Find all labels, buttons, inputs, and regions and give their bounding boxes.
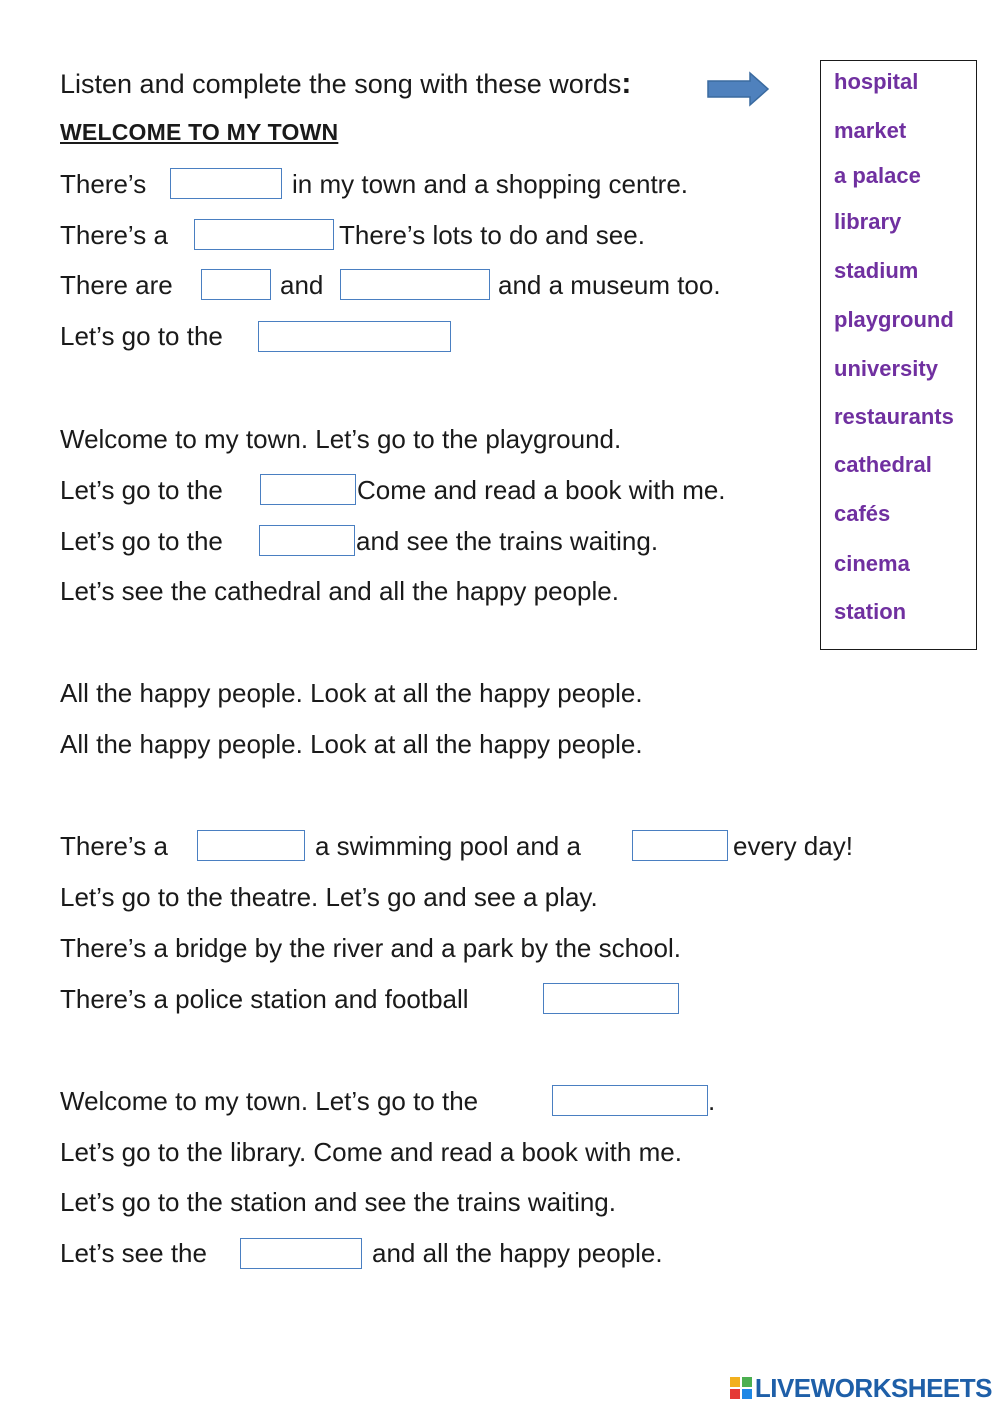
- answer-blank-11[interactable]: [552, 1085, 708, 1116]
- text: Welcome to my town. Let’s go to the: [60, 1086, 479, 1116]
- chorus2-line1: [60, 1081, 716, 1121]
- word-bank-item: market: [834, 118, 907, 143]
- text: Let’s go to the station and see the trains waiting.: [60, 1187, 616, 1217]
- chorus2-line2: [60, 1132, 682, 1172]
- word-bank-item: a palace: [834, 163, 921, 188]
- answer-blank-4[interactable]: [340, 269, 490, 300]
- chorus2-line4: [60, 1233, 663, 1273]
- text: Let’s see the cathedral and all the happy people.: [60, 576, 619, 606]
- chorus1-line4: [60, 571, 619, 611]
- verse1-line4: [60, 316, 223, 356]
- word-bank-item: cathedral: [834, 452, 932, 477]
- word-bank-item: library: [834, 209, 902, 234]
- word-bank-item: cafés: [834, 501, 891, 526]
- answer-blank-2[interactable]: [194, 219, 334, 250]
- text: There’s: [60, 169, 147, 199]
- verse1-line2: [60, 215, 645, 255]
- text: There’s a: [60, 220, 168, 250]
- text: and see the trains waiting.: [356, 526, 659, 556]
- text: in my town and a shopping centre.: [292, 169, 689, 199]
- text: and all the happy people.: [372, 1238, 663, 1268]
- word-bank-item: stadium: [834, 258, 919, 283]
- answer-blank-10[interactable]: [543, 983, 679, 1014]
- instructions-colon: :: [621, 67, 632, 100]
- verse2-line4: [60, 979, 469, 1019]
- liveworksheets-logo: [730, 1373, 992, 1403]
- answer-blank-7[interactable]: [259, 525, 355, 556]
- logo-text: LIVEWORKSHEETS: [754, 1372, 992, 1403]
- text: a swimming pool and a: [315, 831, 581, 861]
- verse2-line2: [60, 877, 598, 917]
- chorus2-line3: [60, 1182, 616, 1222]
- instructions: [60, 64, 631, 104]
- verse1-line1: [60, 164, 689, 204]
- chorus1-line3: [60, 521, 659, 561]
- text: Welcome to my town. Let’s go to the playground.: [60, 424, 622, 454]
- text: Come and read a book with me.: [357, 475, 726, 505]
- text: Let’s go to the: [60, 321, 223, 351]
- text: and a museum too.: [498, 270, 721, 300]
- text: All the happy people. Look at all the happy people.: [60, 678, 643, 708]
- text: There’s a bridge by the river and a park by the school.: [60, 933, 681, 963]
- text: Let’s go to the theatre. Let’s go and see a play.: [60, 882, 598, 912]
- text: Let’s go to the: [60, 526, 223, 556]
- word-bank: [820, 60, 977, 650]
- answer-blank-9[interactable]: [632, 830, 728, 861]
- answer-blank-5[interactable]: [258, 321, 451, 352]
- word-bank-item: cinema: [834, 551, 910, 576]
- text: There’s a: [60, 831, 168, 861]
- arrow-right-icon: [706, 70, 770, 108]
- text: Let’s go to the library. Come and read a book with me.: [60, 1137, 682, 1167]
- chorus1-line2: [60, 470, 726, 510]
- text: Let’s see the: [60, 1238, 207, 1268]
- answer-blank-6[interactable]: [260, 474, 356, 505]
- answer-blank-12[interactable]: [240, 1238, 362, 1269]
- text: .: [708, 1086, 716, 1116]
- text: All the happy people. Look at all the happy people.: [60, 729, 643, 759]
- bridge-line1: [60, 673, 643, 713]
- answer-blank-8[interactable]: [197, 830, 305, 861]
- word-bank-item: playground: [834, 307, 954, 332]
- text: Let’s go to the: [60, 475, 223, 505]
- text: and: [280, 270, 324, 300]
- answer-blank-3[interactable]: [201, 269, 271, 300]
- text: every day!: [733, 831, 853, 861]
- logo-icon: [730, 1377, 752, 1399]
- verse2-line1: [60, 826, 853, 866]
- chorus1-line1: [60, 419, 621, 459]
- word-bank-item: restaurants: [834, 404, 954, 429]
- word-bank-item: station: [834, 599, 907, 624]
- text: There’s lots to do and see.: [339, 220, 645, 250]
- word-bank-item: hospital: [834, 69, 919, 94]
- verse2-line3: [60, 928, 681, 968]
- song-title: WELCOME TO MY TOWN: [60, 119, 339, 145]
- text: There are: [60, 270, 173, 300]
- bridge-line2: [60, 724, 643, 764]
- text: There’s a police station and football: [60, 984, 469, 1014]
- answer-blank-1[interactable]: [170, 168, 282, 199]
- verse1-line3: [60, 265, 721, 305]
- word-bank-item: university: [834, 356, 938, 381]
- instructions-text: Listen and complete the song with these words: [60, 69, 622, 99]
